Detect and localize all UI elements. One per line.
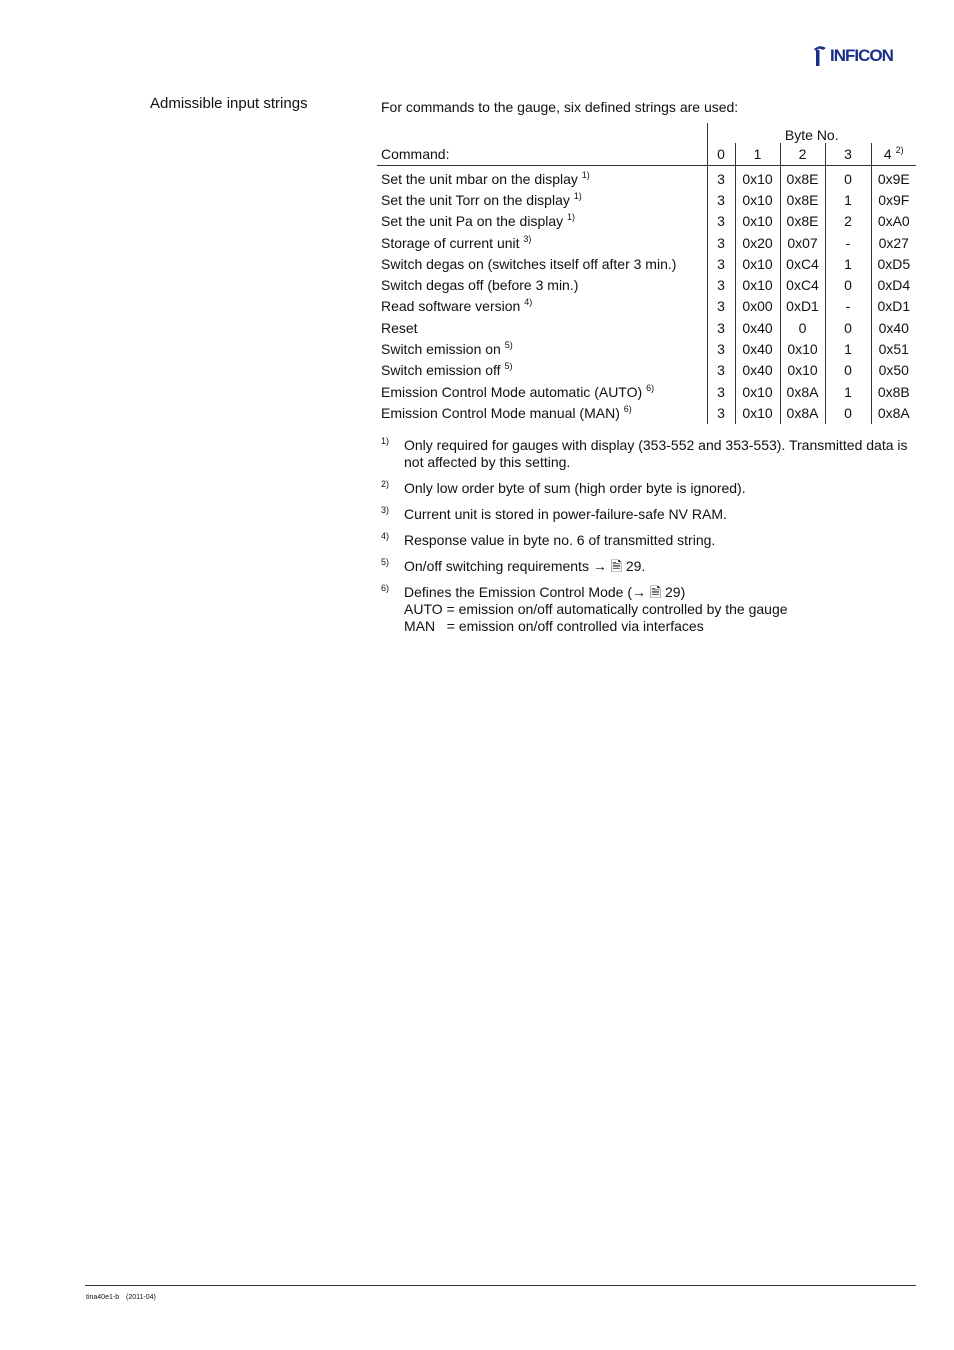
logo-text: INFICON: [830, 46, 893, 65]
byte-value-cell: 0x00: [735, 296, 780, 317]
table-row: [377, 360, 916, 381]
inficon-logo: [811, 44, 917, 68]
byte-value-cell: 0: [825, 317, 871, 338]
command-label: Emission Control Mode manual (MAN): [381, 404, 620, 421]
byte-value-cell: 3: [707, 402, 735, 423]
byte-col-header: 2: [780, 143, 825, 166]
footnotes: [381, 437, 916, 644]
byte-value-cell: 3: [707, 381, 735, 402]
table-row: [377, 253, 916, 274]
byte-col-header: 1: [735, 143, 780, 166]
byte-value-cell: 0x8E: [780, 211, 825, 232]
table-row: [377, 296, 916, 317]
footnote-ref: 1): [581, 169, 590, 180]
command-label: Read software version: [381, 298, 521, 315]
byte-value-cell: 0x40: [871, 317, 916, 338]
byte-value-cell: 0x10: [735, 211, 780, 232]
footnote-mark: 5): [381, 557, 390, 567]
table-row: [377, 274, 916, 295]
command-cell: [377, 402, 707, 423]
byte-value-cell: 0x9E: [871, 166, 916, 190]
byte-value-cell: 0x8E: [780, 189, 825, 210]
table-row: [377, 189, 916, 210]
side-heading: Admissible input strings: [150, 95, 308, 112]
byte-value-cell: 1: [825, 381, 871, 402]
command-cell: [377, 296, 707, 317]
byte-value-cell: 0x40: [735, 317, 780, 338]
byte-value-cell: 0x8B: [871, 381, 916, 402]
footnote-ref: 5): [504, 340, 513, 351]
byte-value-cell: 3: [707, 338, 735, 359]
footnote: [381, 506, 916, 523]
command-label: Set the unit mbar on the display: [381, 170, 578, 187]
byte-no-header: Byte No.: [707, 123, 916, 143]
byte-value-cell: 3: [707, 317, 735, 338]
byte-value-cell: 0x10: [735, 166, 780, 190]
table-header-row: [377, 143, 916, 166]
table-row: [377, 232, 916, 253]
table-row: [377, 317, 916, 338]
footnote-line: AUTO = emission on/off automatically controlled by the gauge: [404, 601, 788, 617]
table-row: [377, 166, 916, 190]
byte-value-cell: 0: [825, 402, 871, 423]
byte-value-cell: 0x10: [735, 274, 780, 295]
footnote: [381, 584, 916, 635]
byte-value-cell: 0x9F: [871, 189, 916, 210]
footnote-ref: 6): [646, 382, 655, 393]
byte-value-cell: 3: [707, 253, 735, 274]
byte-value-cell: 3: [707, 232, 735, 253]
footnote-line: Only low order byte of sum (high order byte is ignored).: [404, 480, 746, 496]
footnote: [381, 480, 916, 497]
byte-col-header: [871, 143, 916, 166]
table-row: [377, 211, 916, 232]
byte-value-cell: 0x51: [871, 338, 916, 359]
footnote: [381, 532, 916, 549]
footnote-mark: 6): [381, 583, 390, 593]
byte-value-cell: 0xD5: [871, 253, 916, 274]
footnote-ref: 1): [573, 190, 582, 201]
footnote-line: Only required for gauges with display (353-552 and 353-553). Transmitted data is not affected by this setting.: [404, 437, 912, 470]
footnote-mark: 2): [381, 479, 390, 489]
footnote-ref: 5): [504, 361, 513, 372]
command-label: Set the unit Torr on the display: [381, 191, 570, 208]
byte-value-cell: 0x10: [735, 381, 780, 402]
table-row: [377, 381, 916, 402]
command-label: Reset: [381, 319, 418, 336]
byte-value-cell: 0: [780, 317, 825, 338]
command-label: Storage of current unit: [381, 234, 520, 251]
byte-value-cell: 0x10: [780, 338, 825, 359]
inficon-mark-icon: [811, 44, 829, 68]
byte-value-cell: 0x07: [780, 232, 825, 253]
footer-date: (2011-04): [126, 1294, 156, 1301]
byte-value-cell: 0x8E: [780, 166, 825, 190]
byte-value-cell: 3: [707, 296, 735, 317]
footnote-mark: 3): [381, 505, 390, 515]
table-row: [377, 338, 916, 359]
footnote-ref: 6): [623, 403, 632, 414]
byte-value-cell: 3: [707, 189, 735, 210]
byte-value-cell: 0x8A: [871, 402, 916, 423]
command-label: Switch degas on (switches itself off after 3 min.): [381, 255, 677, 272]
command-label: Switch degas off (before 3 min.): [381, 277, 579, 294]
byte-col-header-label: 4: [883, 146, 892, 162]
command-cell: [377, 211, 707, 232]
command-cell: [377, 381, 707, 402]
footnote-line: Response value in byte no. 6 of transmitted string.: [404, 532, 716, 548]
byte-value-cell: 0x8A: [780, 402, 825, 423]
byte-value-cell: 1: [825, 338, 871, 359]
footnote: [381, 437, 916, 471]
byte-value-cell: 1: [825, 189, 871, 210]
command-cell: [377, 232, 707, 253]
command-label: Set the unit Pa on the display: [381, 213, 564, 230]
byte-value-cell: 0: [825, 166, 871, 190]
footer-divider: [85, 1285, 916, 1286]
byte-value-cell: 0xD4: [871, 274, 916, 295]
footnote-ref: 4): [524, 297, 533, 308]
footnote-mark: 1): [381, 436, 390, 446]
byte-col-header: 0: [707, 143, 735, 166]
byte-value-cell: 0: [825, 360, 871, 381]
byte-value-cell: 0: [825, 274, 871, 295]
footnote-line: On/off switching requirements → 🗎 29.: [404, 558, 646, 574]
table-row: [377, 402, 916, 423]
command-label: Switch emission off: [381, 362, 501, 379]
byte-value-cell: 0xA0: [871, 211, 916, 232]
byte-value-cell: 0x10: [735, 189, 780, 210]
command-cell: [377, 166, 707, 190]
byte-value-cell: 0xD1: [780, 296, 825, 317]
byte-value-cell: 3: [707, 274, 735, 295]
byte-value-cell: 0x40: [735, 360, 780, 381]
intro-text: For commands to the gauge, six defined strings are used:: [381, 99, 739, 115]
byte-value-cell: 1: [825, 253, 871, 274]
footnote-line: MAN = emission on/off controlled via interfaces: [404, 618, 704, 634]
byte-value-cell: 3: [707, 360, 735, 381]
byte-value-cell: 0x10: [735, 402, 780, 423]
command-cell: [377, 253, 707, 274]
footnote-mark: 4): [381, 531, 390, 541]
table-header-row: [377, 123, 916, 143]
byte-value-cell: 0xC4: [780, 274, 825, 295]
command-label: Switch emission on: [381, 341, 501, 358]
footer-doc-id: tina40e1-b: [86, 1294, 120, 1301]
footnote-ref: 1): [567, 212, 576, 223]
command-cell: [377, 189, 707, 210]
byte-value-cell: 0x50: [871, 360, 916, 381]
command-cell: [377, 338, 707, 359]
command-label: Emission Control Mode automatic (AUTO): [381, 383, 643, 400]
command-cell: [377, 317, 707, 338]
byte-value-cell: -: [825, 232, 871, 253]
byte-value-cell: 0x40: [735, 338, 780, 359]
byte-value-cell: 0x10: [780, 360, 825, 381]
byte-value-cell: 0x8A: [780, 381, 825, 402]
command-header: Command:: [377, 143, 707, 166]
byte-value-cell: 0x20: [735, 232, 780, 253]
footnote-ref: 3): [523, 233, 532, 244]
footnote-ref: 2): [895, 145, 904, 155]
footnote: [381, 558, 916, 575]
command-cell: [377, 274, 707, 295]
byte-col-header: 3: [825, 143, 871, 166]
byte-value-cell: 3: [707, 211, 735, 232]
byte-value-cell: 3: [707, 166, 735, 190]
byte-value-cell: 0xD1: [871, 296, 916, 317]
command-cell: [377, 360, 707, 381]
byte-value-cell: -: [825, 296, 871, 317]
footnote-line: Defines the Emission Control Mode (→ 🗎 29): [404, 584, 686, 600]
footnote-line: Current unit is stored in power-failure-safe NV RAM.: [404, 506, 727, 522]
command-table: [377, 123, 916, 424]
byte-value-cell: 0x27: [871, 232, 916, 253]
byte-value-cell: 0xC4: [780, 253, 825, 274]
byte-value-cell: 0x10: [735, 253, 780, 274]
byte-value-cell: 2: [825, 211, 871, 232]
